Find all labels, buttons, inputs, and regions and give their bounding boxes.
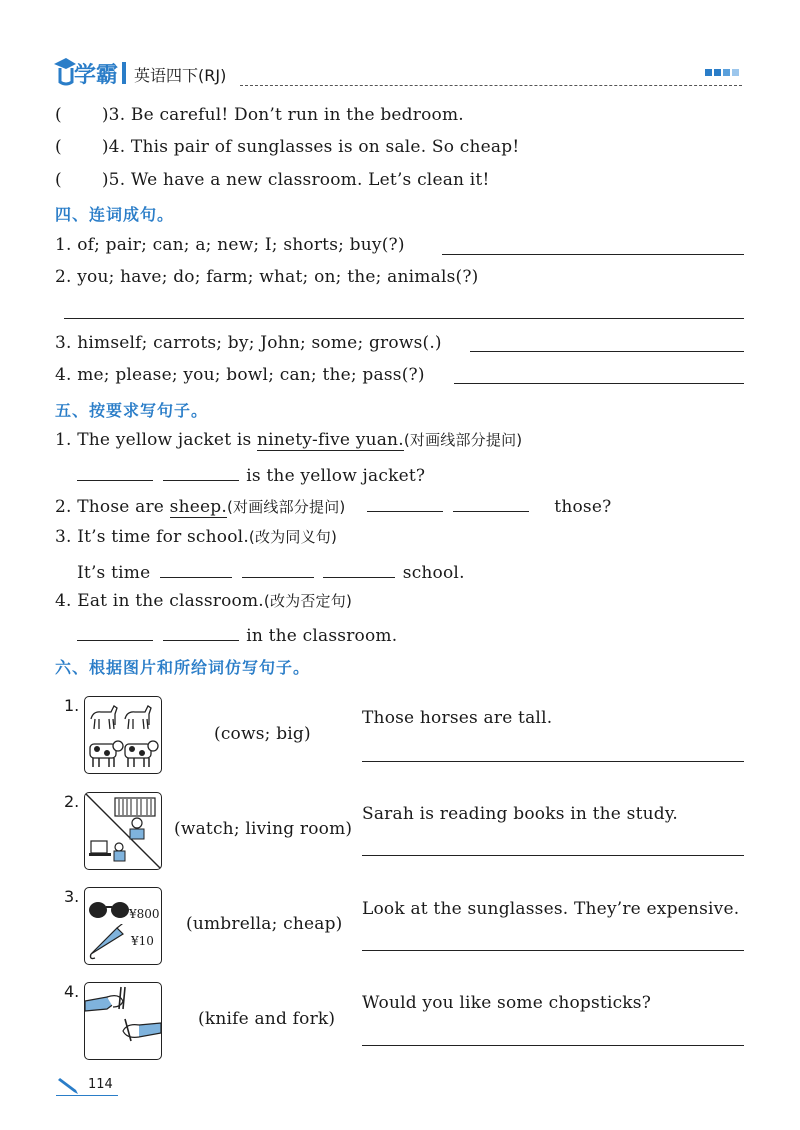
study-room-icon <box>85 793 161 869</box>
s6-answer-line-2[interactable] <box>362 855 744 856</box>
instruction-note: (对画线部分提问) <box>403 431 523 449</box>
section-5-title: 五、按要求写句子。 <box>55 401 209 420</box>
s6-given-words: (umbrella; cheap) <box>186 914 343 934</box>
answer-blank[interactable] <box>163 462 239 481</box>
logo-text: 学霸 <box>74 63 119 88</box>
header-rule <box>240 85 742 86</box>
header <box>0 0 800 95</box>
answer-blank[interactable] <box>77 462 153 481</box>
s4-answer-line-2[interactable] <box>64 318 744 319</box>
section-6-title: 六、根据图片和所给词仿写句子。 <box>55 658 311 677</box>
s4-answer-line-3[interactable] <box>470 351 744 352</box>
instruction-note: (对画线部分提问) <box>226 498 346 516</box>
picture-chopsticks-hands <box>84 982 162 1060</box>
s6-answer-line-3[interactable] <box>362 950 744 951</box>
s6-item-number: 2. <box>64 792 80 811</box>
s6-answer-line-4[interactable] <box>362 1045 744 1046</box>
s6-example-sentence: Sarah is reading books in the study. <box>362 804 678 824</box>
s5-q1: 1. The yellow jacket is ninety-five yuan.(对画线部分提问) <box>55 430 523 450</box>
s4-answer-line-1[interactable] <box>442 254 744 255</box>
judge-item-3 <box>55 104 464 126</box>
logo-divider <box>122 62 126 84</box>
judge-item-4 <box>55 136 519 158</box>
answer-blank[interactable] <box>367 493 443 512</box>
section-4-title: 四、连词成句。 <box>55 205 175 224</box>
judge-text: )4. This pair of sunglasses is on sale. So cheap! <box>101 137 520 157</box>
underlined-part: sheep. <box>169 497 227 517</box>
s5-q3-answer: It’s time school. <box>77 559 465 584</box>
s5-q1-answer: is the yellow jacket? <box>77 462 425 487</box>
s5-q2: 2. Those are sheep.(对画线部分提问) those? <box>55 493 611 518</box>
answer-paren[interactable]: ( <box>55 137 62 157</box>
pen-icon <box>56 1078 80 1096</box>
s4-item-4: 4. me; please; you; bowl; can; the; pass(?) <box>55 365 425 385</box>
s6-given-words: (knife and fork) <box>198 1009 336 1029</box>
header-title: 英语四下(RJ) <box>134 66 227 85</box>
underlined-part: ninety-five yuan. <box>257 430 404 450</box>
answer-blank[interactable] <box>323 559 395 578</box>
hands-chopsticks-icon <box>85 983 161 1059</box>
answer-blank[interactable] <box>77 622 153 641</box>
s6-example-sentence: Those horses are tall. <box>362 708 553 728</box>
answer-blank[interactable] <box>160 559 232 578</box>
s6-item-number: 3. <box>64 887 80 906</box>
answer-paren[interactable]: ( <box>55 170 62 190</box>
answer-blank[interactable] <box>242 559 314 578</box>
answer-blank[interactable] <box>453 493 529 512</box>
s4-item-2: 2. you; have; do; farm; what; on; the; animals(?) <box>55 267 479 287</box>
s6-example-sentence: Would you like some chopsticks? <box>362 993 652 1013</box>
s6-item-number: 4. <box>64 982 80 1001</box>
horses-icon <box>85 699 161 735</box>
answer-blank[interactable] <box>163 622 239 641</box>
judge-item-5 <box>55 169 490 191</box>
instruction-note: (改为否定句) <box>263 592 353 610</box>
s5-q4-answer: in the classroom. <box>77 622 397 647</box>
picture-study-room <box>84 792 162 870</box>
s4-item-1: 1. of; pair; can; a; new; I; shorts; buy(?) <box>55 235 405 255</box>
instruction-note: (改为同义句) <box>248 528 338 546</box>
umbrella-icon <box>87 924 131 962</box>
price-low: ¥10 <box>131 934 154 948</box>
judge-text: )5. We have a new classroom. Let’s clean it! <box>101 170 490 190</box>
s4-answer-line-4[interactable] <box>454 383 744 384</box>
cows-icon <box>85 734 161 772</box>
picture-horses-cows <box>84 696 162 774</box>
sunglasses-icon <box>87 896 133 926</box>
footer-rule <box>56 1095 118 1096</box>
page-number: 114 <box>88 1077 113 1092</box>
s6-given-words: (watch; living room) <box>174 819 353 839</box>
answer-paren[interactable]: ( <box>55 105 62 125</box>
s6-example-sentence: Look at the sunglasses. They’re expensive. <box>362 899 740 919</box>
s6-answer-line-1[interactable] <box>362 761 744 762</box>
price-high: ¥800 <box>129 907 160 921</box>
judge-text: )3. Be careful! Don’t run in the bedroom. <box>101 105 464 125</box>
s5-q3: 3. It’s time for school.(改为同义句) <box>55 527 338 547</box>
picture-sunglasses-umbrella <box>84 887 162 965</box>
s6-item-number: 1. <box>64 696 80 715</box>
s4-item-3: 3. himself; carrots; by; John; some; grows(.) <box>55 333 442 353</box>
s5-q4: 4. Eat in the classroom.(改为否定句) <box>55 591 353 611</box>
s6-given-words: (cows; big) <box>214 724 311 744</box>
